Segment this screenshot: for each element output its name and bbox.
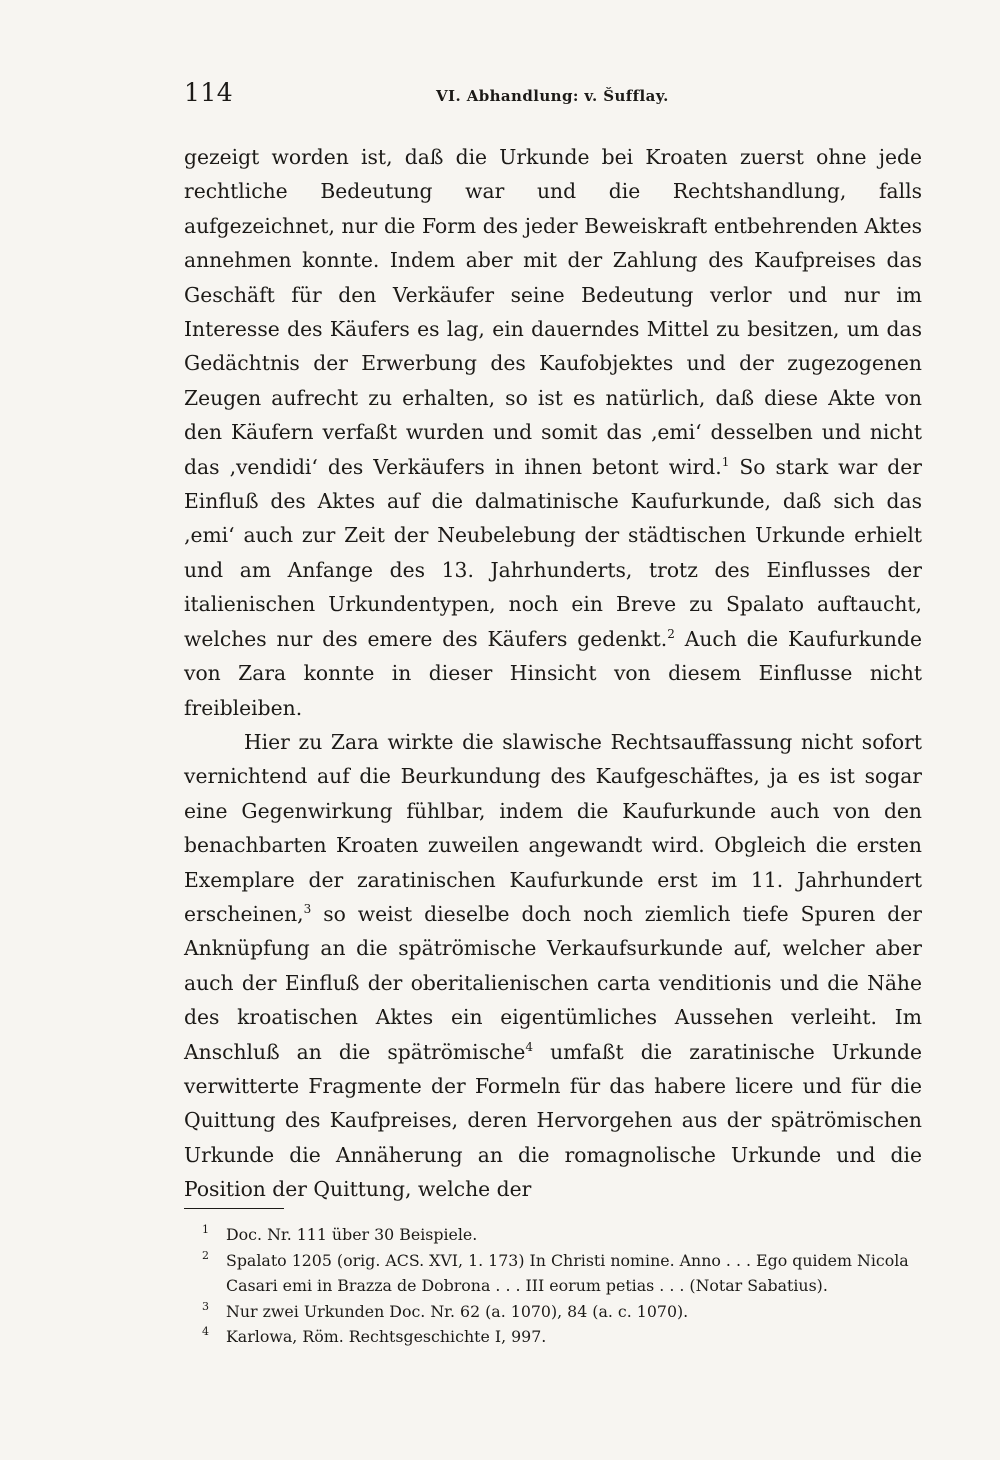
footnote-ref-1: 1	[721, 454, 730, 469]
footnote-mark: 1	[202, 1223, 209, 1236]
footnote-ref-4: 4	[525, 1039, 534, 1054]
running-head: VI. Abhandlung: v. Šufflay.	[436, 87, 669, 105]
footnote-2	[184, 1248, 922, 1299]
text-run: umfaßt die zaratinische Urkunde verwitterte Fragmente der Formeln für das habere licere und für die Quittung des Kaufpreises, deren Hervorgehen aus der spätrömischen Urkunde die Annäherung an die romagnolische Urkunde und die Position der Quittung, welche der	[184, 1039, 922, 1202]
footnote-text: Doc. Nr. 111 über 30 Beispiele.	[226, 1225, 478, 1244]
footnote-mark: 2	[202, 1248, 209, 1262]
footnote-3	[184, 1299, 922, 1325]
footnote-ref-3: 3	[303, 902, 312, 917]
body-text	[184, 140, 922, 1207]
text-run: Auch die Kaufurkunde von Zara konnte in dieser Hinsicht von diesem Einflusse nicht freibleiben.	[184, 626, 922, 720]
footnotes	[184, 1222, 922, 1350]
text-run: Hier zu Zara wirkte die slawische Rechtsauffassung nicht sofort vernichtend auf die Beurkundung des Kaufgeschäftes, ja es ist sogar eine Gegenwirkung fühlbar, indem die Kaufurkunde auch von den benachbarten Kroaten zuweilen angewandt wird. Obgleich die ersten Exemplare der zaratinischen Kaufurkunde erst im 11. Jahrhundert erscheinen,	[184, 729, 922, 926]
footnote-text: Nur zwei Urkunden Doc. Nr. 62 (a. 1070), 84 (a. c. 1070).	[226, 1301, 689, 1321]
paragraph-1	[184, 140, 922, 725]
footnote-4	[184, 1324, 922, 1350]
page-number: 114	[184, 78, 234, 107]
footnote-mark: 4	[202, 1325, 209, 1339]
footnote-mark: 3	[202, 1299, 209, 1313]
text-run: So stark war der Einfluß des Aktes auf die dalmatinische Kaufurkunde, daß sich das ‚emi‘ auch zur Zeit der Neubelebung der städtischen Urkunde erhielt und am Anfange des 13. Jahrhunderts, trotz des Einflusses der italienischen Urkundentypen, noch ein Breve zu Spalato auftaucht, welches nur des emere des Käufers gedenkt.	[184, 454, 922, 651]
footnote-1	[184, 1222, 922, 1248]
footnote-ref-2: 2	[667, 626, 675, 641]
text-run: gezeigt worden ist, daß die Urkunde bei Kroaten zuerst ohne jede rechtliche Bedeutung war und die Rechtshandlung, falls aufgezeichnet, nur die Form des jeder Beweiskraft entbehrenden Aktes annehmen konnte. Indem aber mit der Zahlung des Kaufpreises das Geschäft für den Verkäufer seine Bedeutung verlor und nur im Interesse des Käufers es lag, ein dauerndes Mittel zu besitzen, um das Gedächtnis der Erwerbung des Kaufobjektes und der zugezogenen Zeugen aufrecht zu erhalten, so ist es natürlich, daß diese Akte von den Käufern verfaßt wurden und somit das ‚emi‘ desselben und nicht das ‚vendidi‘ des Verkäufers in ihnen betont wird.	[184, 145, 922, 479]
footnote-text: Karlowa, Röm. Rechtsgeschichte I, 997.	[226, 1327, 547, 1347]
footnote-divider	[184, 1208, 284, 1209]
footnote-text: Spalato 1205 (orig. ACS. XVI, 1. 173) In Christi nomine. Anno . . . Ego quidem Nicola Casari emi in Brazza de Dobrona . . . III eorum petias . . . (Notar Sabatius).	[226, 1250, 909, 1296]
paragraph-2	[184, 725, 922, 1207]
page-header	[184, 78, 922, 118]
text-run: so weist dieselbe doch noch ziemlich tiefe Spuren der Anknüpfung an die spätrömische Verkaufsurkunde auf, welcher aber auch der Einfluß der oberitalienischen carta venditionis und die Nähe des kroatischen Aktes ein eigentümliches Aussehen verleiht. Im Anschluß an die spätrömische	[184, 901, 922, 1064]
